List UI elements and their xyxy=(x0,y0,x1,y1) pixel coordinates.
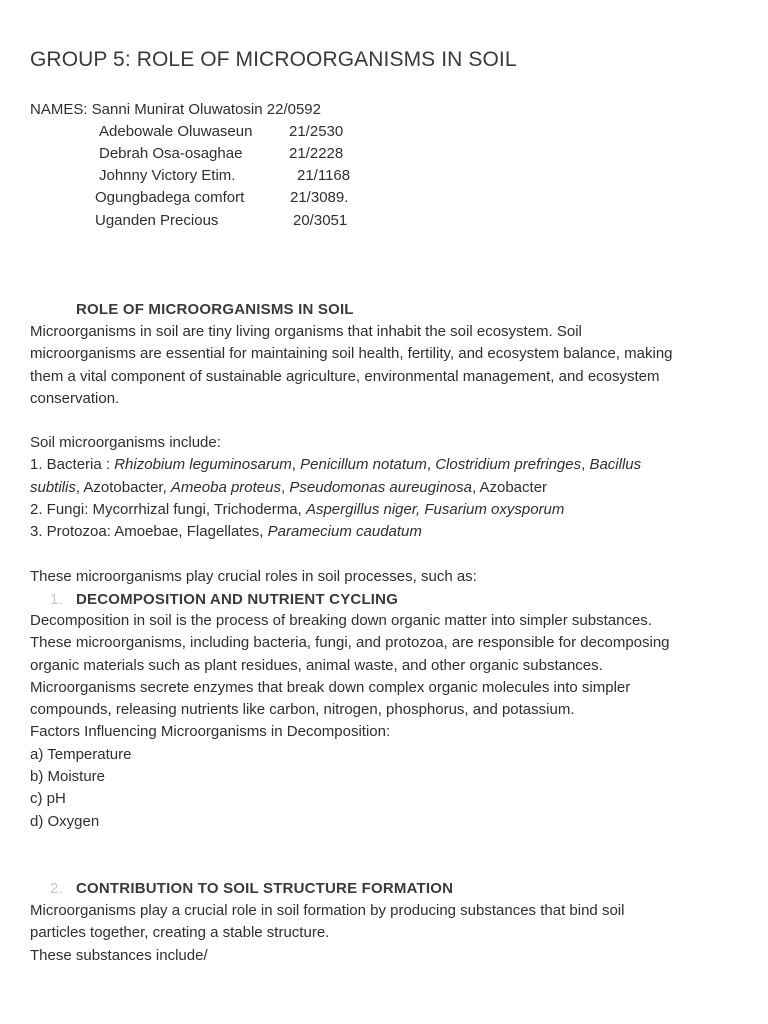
genus-name: , Azobacter xyxy=(471,478,548,496)
roles-intro: These microorganisms play crucial roles in soil processes, such as: xyxy=(30,568,477,585)
intro-line: conservation. xyxy=(30,389,120,407)
species-name: Rhizobium leguminosarum xyxy=(114,456,292,474)
intro-paragraph xyxy=(30,321,745,410)
species-name: Paramecium caudatum xyxy=(267,523,422,541)
separator: , xyxy=(281,478,290,496)
role1-paragraph xyxy=(30,610,745,833)
list-number: 2. xyxy=(50,880,63,897)
member-id: 21/3089. xyxy=(290,189,349,206)
member-id: 21/1168 xyxy=(297,167,351,184)
role-heading: DECOMPOSITION AND NUTRIENT CYCLING xyxy=(76,591,399,608)
role-heading: CONTRIBUTION TO SOIL STRUCTURE FORMATION xyxy=(76,880,454,897)
member-id: 20/3051 xyxy=(293,212,348,229)
species-name: Pseudomonas aureuginosa xyxy=(289,478,472,496)
paragraph-line: These substances include/ xyxy=(30,946,208,964)
include-label: Soil microorganisms include: xyxy=(30,434,221,451)
member-name: Uganden Precious xyxy=(95,212,219,229)
paragraph-line: compounds, releasing nutrients like carbon, nitrogen, phosphorus, and potassium. xyxy=(30,701,575,719)
factor-item: b) Moisture xyxy=(30,768,106,786)
bacteria-prefix: 1. Bacteria : xyxy=(30,456,115,474)
names-label: NAMES: Sanni Munirat Oluwatosin 22/0592 xyxy=(30,101,321,118)
bacteria-line-cont xyxy=(30,477,745,499)
section-heading: ROLE OF MICROORGANISMS IN SOIL xyxy=(76,301,354,318)
species-name: subtilis xyxy=(30,478,76,496)
microorganism-list xyxy=(30,432,745,543)
paragraph-line: organic materials such as plant residues, animal waste, and other organic substances. xyxy=(30,656,603,674)
paragraph-line: Microorganisms play a crucial role in soil formation by producing substances that bind soil xyxy=(30,902,625,919)
separator: , xyxy=(426,456,436,474)
fungi-prefix: 2. Fungi: Mycorrhizal fungi, Trichoderma, xyxy=(30,500,306,518)
genus-name: , Azotobacter, xyxy=(75,478,171,496)
paragraph-line: Microorganisms secrete enzymes that break down complex organic molecules into simpler xyxy=(30,678,631,696)
document-title: GROUP 5: ROLE OF MICROORGANISMS IN SOIL xyxy=(30,48,517,71)
factor-item: a) Temperature xyxy=(30,745,132,763)
separator: , xyxy=(291,456,301,474)
fungi-line xyxy=(30,499,745,521)
member-name: Adebowale Oluwaseun xyxy=(99,123,253,140)
paragraph-line: Decomposition in soil is the process of breaking down organic matter into simpler substances. xyxy=(30,612,652,629)
member-id: 21/2228 xyxy=(289,145,344,162)
member-name: Johnny Victory Etim. xyxy=(99,167,236,184)
species-name: Bacillus xyxy=(589,456,642,474)
species-name: Clostridium prefringes xyxy=(435,456,582,474)
member-id: 21/2530 xyxy=(289,123,344,140)
member-name: Ogungbadega comfort xyxy=(95,189,245,206)
intro-line: Microorganisms in soil are tiny living organisms that inhabit the soil ecosystem. Soil xyxy=(30,323,582,340)
intro-line: microorganisms are essential for maintaining soil health, fertility, and ecosystem balance, making xyxy=(30,345,673,363)
intro-line: them a vital component of sustainable agriculture, environmental management, and ecosystem xyxy=(30,367,660,385)
paragraph-line: Factors Influencing Microorganisms in Decomposition: xyxy=(30,723,391,741)
bacteria-line xyxy=(30,454,745,476)
protozoa-prefix: 3. Protozoa: Amoebae, Flagellates, xyxy=(30,523,268,541)
paragraph-line: particles together, creating a stable structure. xyxy=(30,924,330,942)
member-name: Debrah Osa-osaghae xyxy=(99,145,243,162)
species-name: Ameoba proteus xyxy=(170,478,281,496)
species-name: Aspergillus niger, Fusarium oxysporum xyxy=(305,500,565,518)
species-name: Penicillum notatum xyxy=(300,456,427,474)
separator: , xyxy=(581,456,590,474)
role2-paragraph xyxy=(30,900,745,967)
paragraph-line: These microorganisms, including bacteria, fungi, and protozoa, are responsible for decomposing xyxy=(30,634,670,652)
list-number: 1. xyxy=(50,591,63,608)
factor-item: d) Oxygen xyxy=(30,812,100,830)
protozoa-line xyxy=(30,521,745,543)
factor-item: c) pH xyxy=(30,790,66,808)
